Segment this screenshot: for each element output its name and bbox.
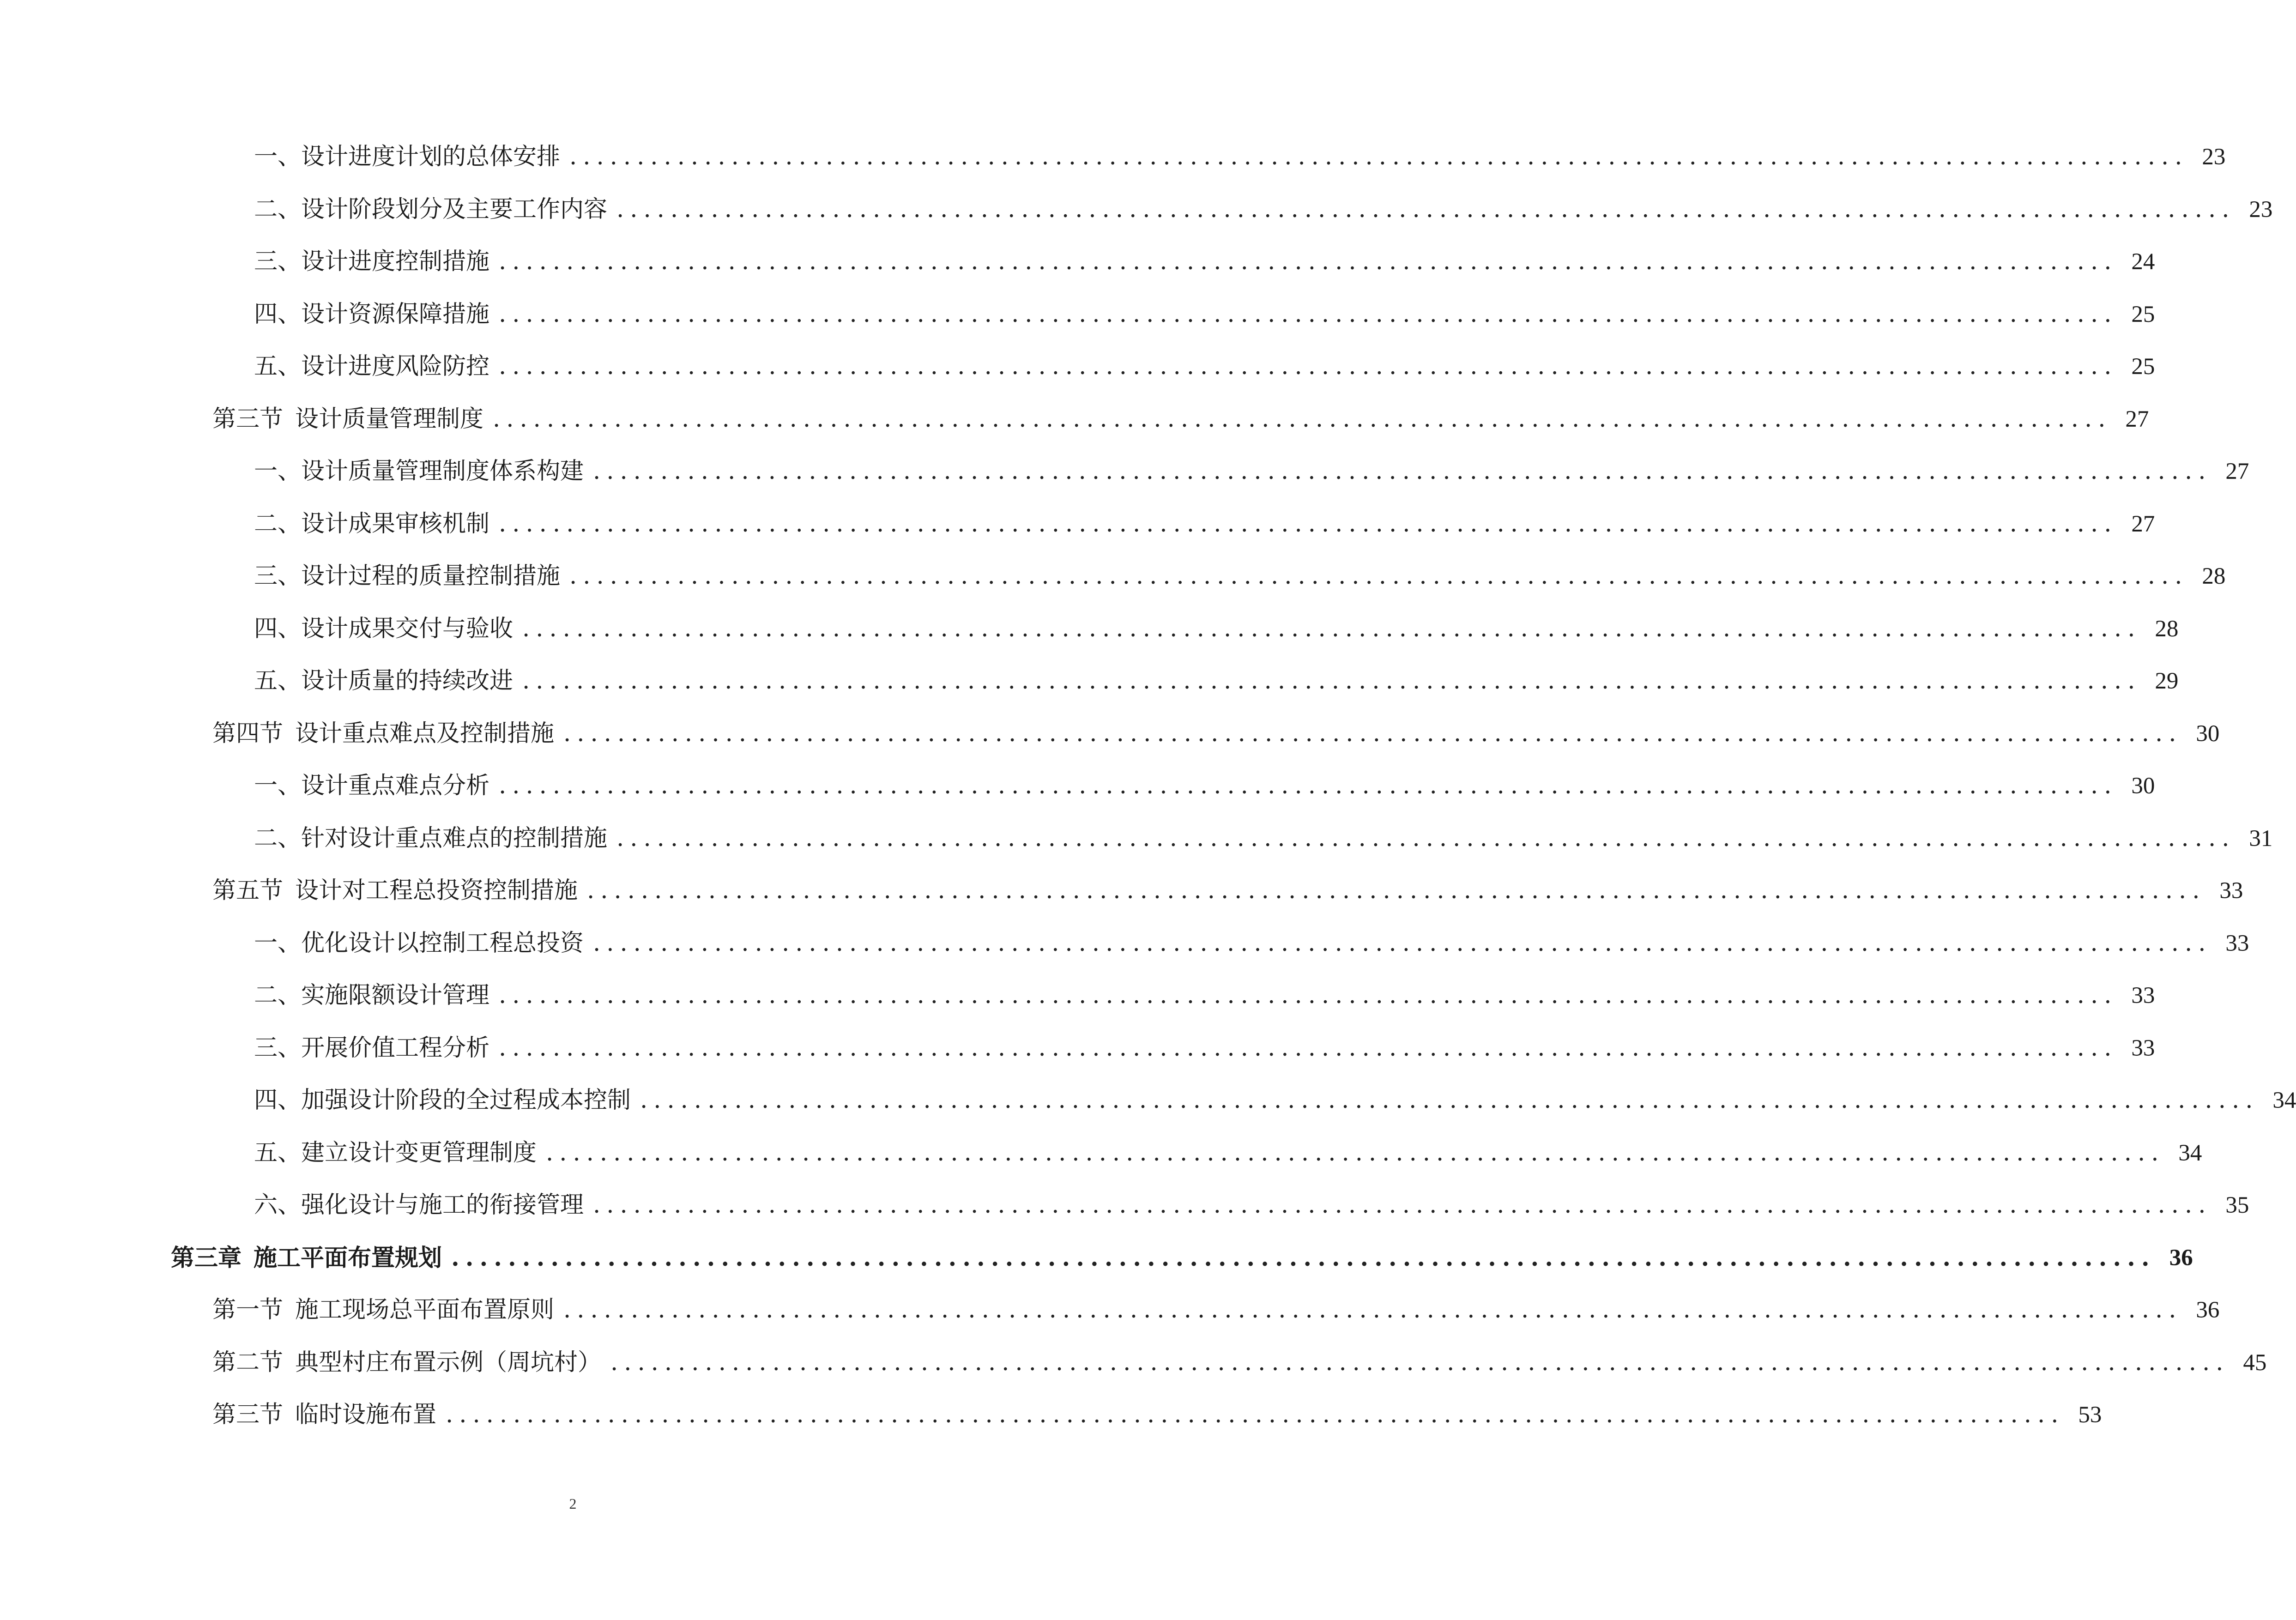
leader-dots: ........................................................................................................................ [493,405,2112,433]
leader-dots: ........................................................................................................................ [499,248,2118,275]
toc-entry-title: 设计进度控制措施 [301,248,490,275]
toc-entry-number: 四、 [254,1087,302,1114]
toc-entry-title: 实施限额设计管理 [301,982,490,1009]
toc-entry-title: 施工平面布置规划 [254,1244,442,1272]
toc-entry-item[interactable] [0,816,2273,862]
toc-entry-number: 二、 [254,982,302,1009]
toc-entry-page-number: 33 [2225,930,2249,956]
toc-entry-number: 二、 [254,824,302,852]
toc-entry-number: 六、 [254,1191,302,1219]
toc-entry-page-number: 33 [2219,878,2243,904]
toc-entry-title: 设计成果交付与验收 [301,615,514,642]
toc-entry-section[interactable] [0,868,2243,914]
toc-entry-page-number: 33 [2131,1035,2155,1061]
toc-entry-title: 设计质量管理制度体系构建 [301,458,584,485]
leader-dots: ........................................................................................................................ [563,1296,2182,1324]
toc-entry-item[interactable] [0,501,2155,547]
leader-dots: ........................................................................................................................ [616,824,2236,852]
leader-dots: ........................................................................................................................ [563,719,2182,747]
toc-entry-page-number: 28 [2155,616,2179,642]
toc-entry-number: 一、 [254,929,302,957]
toc-entry-number: 一、 [254,772,302,799]
toc-entry-number: 五、 [254,667,302,695]
leader-dots: ........................................................................................................................ [640,1087,2259,1114]
toc-entry-number: 第四节 [212,719,284,747]
leader-dots: ........................................................................................................................ [593,458,2212,485]
leader-dots: ........................................................................................................................ [522,667,2141,695]
toc-entry-item[interactable] [0,1077,2296,1124]
toc-entry-number: 第三节 [212,405,284,433]
toc-entry-number: 一、 [254,458,302,485]
leader-dots: ........................................................................................................................ [499,1034,2118,1062]
toc-entry-page-number: 53 [2078,1402,2102,1428]
toc-entry-title: 强化设计与施工的衔接管理 [301,1191,584,1219]
toc-entry-section[interactable] [0,711,2220,757]
toc-entry-item[interactable] [0,344,2155,390]
footer-page-number: 2 [569,1495,577,1512]
toc-entry-title: 典型村庄布置示例（周坑村） [295,1348,602,1376]
toc-entry-page-number: 33 [2131,983,2155,1009]
leader-dots: ........................................................................................................................ [499,353,2118,380]
toc-entry-page-number: 27 [2125,406,2149,432]
toc-entry-title: 设计重点难点及控制措施 [295,719,555,747]
toc-entry-page-number: 27 [2131,511,2155,537]
toc-entry-title: 临时设施布置 [295,1401,437,1428]
leader-dots: ........................................................................................................................ [451,1244,2156,1272]
toc-entry-item[interactable] [0,1025,2155,1071]
toc-entry-title: 设计过程的质量控制措施 [301,562,561,590]
leader-dots: ........................................................................................................................ [593,1191,2212,1219]
toc-entry-page-number: 30 [2196,720,2220,747]
leader-dots: ........................................................................................................................ [610,1348,2230,1376]
toc-entry-section[interactable] [0,396,2149,442]
toc-entry-item[interactable] [0,606,2179,652]
toc-entry-number: 二、 [254,195,302,223]
toc-entry-item[interactable] [0,134,2226,180]
toc-entry-title: 设计阶段划分及主要工作内容 [301,195,608,223]
toc-entry-title: 设计对工程总投资控制措施 [295,877,578,904]
toc-entry-section[interactable] [0,1392,2102,1438]
toc-entry-title: 设计成果审核机制 [301,510,490,538]
toc-entry-page-number: 23 [2202,144,2226,170]
toc-entry-title: 建立设计变更管理制度 [301,1139,537,1167]
toc-entry-item[interactable] [0,553,2226,599]
toc-entry-number: 四、 [254,615,302,642]
toc-entry-number: 三、 [254,562,302,590]
toc-entry-page-number: 34 [2272,1088,2296,1113]
leader-dots: ........................................................................................................................ [546,1139,2165,1167]
toc-entry-title: 设计进度风险防控 [301,353,490,380]
toc-entry-page-number: 24 [2131,249,2155,275]
leader-dots: ........................................................................................................................ [499,300,2118,328]
toc-entry-section[interactable] [0,1340,2267,1386]
toc-entry-number: 一、 [254,143,302,170]
toc-entry-title: 优化设计以控制工程总投资 [301,929,584,957]
leader-dots: ........................................................................................................................ [616,195,2236,223]
leader-dots: ........................................................................................................................ [499,772,2118,799]
leader-dots: ........................................................................................................................ [446,1401,2065,1428]
toc-entry-number: 三、 [254,248,302,275]
toc-entry-title: 设计进度计划的总体安排 [301,143,561,170]
toc-entry-chapter[interactable] [0,1235,2193,1281]
toc-entry-page-number: 25 [2131,301,2155,327]
leader-dots: ........................................................................................................................ [499,982,2118,1009]
toc-entry-page-number: 25 [2131,354,2155,380]
leader-dots: ........................................................................................................................ [569,562,2188,590]
toc-entry-number: 第三节 [212,1401,284,1428]
toc-entry-number: 二、 [254,510,302,538]
leader-dots: ........................................................................................................................ [593,929,2212,957]
toc-entry-number: 五、 [254,353,302,380]
toc-entry-page-number: 31 [2249,825,2273,852]
leader-dots: ........................................................................................................................ [522,615,2141,642]
toc-entry-title: 施工现场总平面布置原则 [295,1296,555,1324]
toc-entry-number: 第一节 [212,1296,284,1324]
toc-entry-title: 加强设计阶段的全过程成本控制 [301,1087,631,1114]
toc-entry-page-number: 36 [2169,1245,2193,1271]
toc-entry-item[interactable] [0,920,2249,967]
toc-entry-item[interactable] [0,291,2155,338]
toc-entry-page-number: 28 [2202,563,2226,589]
leader-dots: ........................................................................................................................ [569,143,2188,170]
toc-entry-page-number: 35 [2225,1192,2249,1218]
toc-entry-page-number: 36 [2196,1297,2220,1323]
toc-entry-page-number: 34 [2178,1140,2202,1166]
toc-entry-item[interactable] [0,763,2155,809]
toc-entry-number: 第五节 [212,877,284,904]
toc-entry-title: 设计重点难点分析 [301,772,490,799]
toc-entry-number: 第二节 [212,1348,284,1376]
toc-entry-page-number: 45 [2243,1349,2267,1376]
toc-entry-section[interactable] [0,1287,2220,1333]
leader-dots: ........................................................................................................................ [587,877,2206,904]
toc-entry-number: 四、 [254,300,302,328]
toc-entry-item[interactable] [0,187,2273,233]
toc-entry-number: 五、 [254,1139,302,1167]
toc-entry-number: 第三章 [171,1244,242,1272]
toc-entry-item[interactable] [0,973,2155,1019]
toc-entry-page-number: 23 [2249,196,2273,223]
toc-entry-page-number: 27 [2225,459,2249,484]
toc-entry-title: 设计质量管理制度 [295,405,484,433]
toc-entry-item[interactable] [0,1182,2249,1228]
toc-entry-title: 设计资源保障措施 [301,300,490,328]
toc-entry-number: 三、 [254,1034,302,1062]
toc-entry-title: 开展价值工程分析 [301,1034,490,1062]
toc-entry-item[interactable] [0,448,2249,495]
leader-dots: ........................................................................................................................ [499,510,2118,538]
toc-entry-item[interactable] [0,658,2179,704]
toc-entry-title: 设计质量的持续改进 [301,667,514,695]
toc-entry-item[interactable] [0,1130,2202,1176]
toc-entry-title: 针对设计重点难点的控制措施 [301,824,608,852]
toc-entry-item[interactable] [0,239,2155,285]
toc-entry-page-number: 30 [2131,773,2155,799]
toc-entry-page-number: 29 [2155,668,2179,694]
